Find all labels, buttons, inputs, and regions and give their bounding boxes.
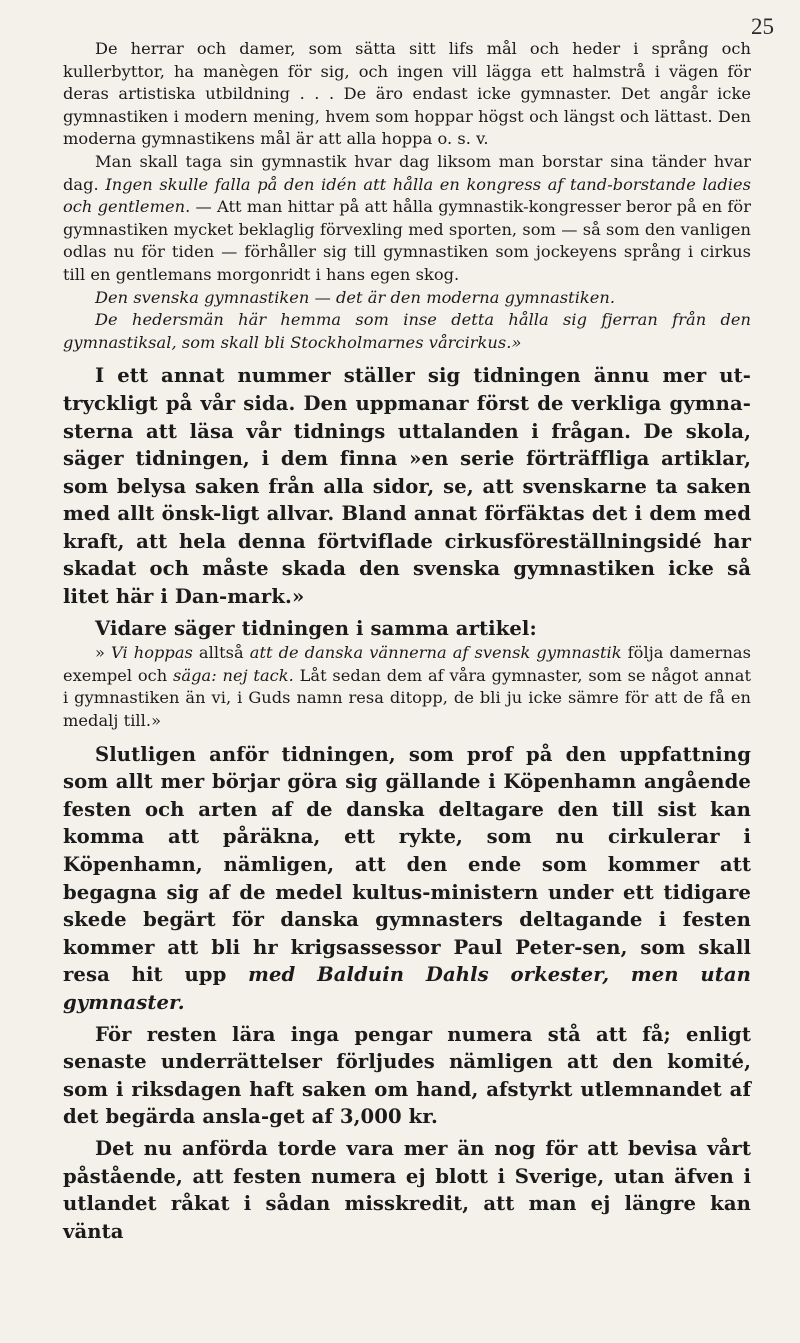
- quote-text: följa damernas exempel och: [63, 643, 751, 685]
- quote-emphasis: att de danska vännerna af svensk gymnastik: [249, 643, 622, 663]
- quote-text: Man skall taga sin gymnastik hvar dag liksom man borstar sina tänder hvar dag.: [63, 151, 751, 194]
- quote-paragraph-5: [63, 642, 751, 732]
- body-paragraph-5: Det nu anförda torde vara mer än nog för att bevisa vårt påstående, att festen numera ej blott i Sverige, utan äfven i utlandet råkat i sådan misskredit, att man ej längre kan vänta: [63, 1136, 751, 1243]
- body-paragraph-2: Vidare säger tidningen i samma artikel:: [95, 616, 537, 640]
- quote-text: »: [95, 643, 111, 663]
- body-emphasis: med Balduin Dahls orkester, men utan gymnaster.: [63, 963, 751, 1014]
- quote-text: alltså: [192, 643, 250, 663]
- quote-text: — Att man hittar på att hålla gymnastik-kongresser beror på en för gymnastiken mycket beklaglig förvexling med sporten, som — så som den vanligen odlas nu för tiden — förhåller sig till gymnastiken som jockeyens språng i cirkus till en gentlemans morgonridt i hans egen skog.: [63, 197, 751, 284]
- body-paragraph-1: I ett annat nummer ställer sig tidningen ännu mer ut-tryckligt på vår sida. Den uppmanar först de verkliga gymna-sterna att läsa vår tidnings uttalanden i frågan. De skola, säger tidningen, i dem finna »en serie förträffliga artiklar, som belysa saken från alla sidor, se, att svenskarne ta saken med allt önsk-ligt allvar. Bland annat förfäktas det i dem med kraft, att hela denna förtviflade cirkusföreställningsidé har skadat och måste skada den svenska gymnastiken icke så litet här i Dan-mark.»: [63, 364, 751, 609]
- quote-emphasis: De hedersmän här hemma som inse detta hålla sig fjerran från den gymnastiksal, som skall bli Stockholmarnes vårcirkus.»: [63, 310, 751, 352]
- body-paragraph-3: [63, 741, 751, 1017]
- quote-emphasis: Ingen skulle falla på den idén att hålla en kongress af tand-borstande ladies och gentlemen.: [63, 174, 751, 217]
- quote-emphasis: säga: nej tack.: [173, 665, 294, 685]
- body-text: Slutligen anför tidningen, som prof på den uppfattning som allt mer börjar göra sig gällande i Köpenhamn angående festen och arten af de danska deltagare den till sist kan komma att påräkna, ett rykte, som nu cirkulerar i Köpenhamn, nämligen, att den ende som kommer att begagna sig af de medel kultus-ministern under ett tidigare skede begärt för danska gymnasters deltagande i festen kommer att bli hr krigsassessor Paul Peter-sen, som skall resa hit upp: [63, 742, 751, 987]
- quote-emphasis: Den svenska gymnastiken — det är den moderna gymnastiken.: [95, 287, 616, 307]
- quote-paragraph-3: [63, 287, 751, 310]
- quote-paragraph-2: [63, 151, 751, 287]
- quote-emphasis: Vi hoppas: [111, 643, 193, 663]
- article-text: [63, 38, 751, 1245]
- body-paragraph-4: För resten lära inga pengar numera stå att få; enligt senaste underrättelser förljudes nämligen att den komité, som i riksdagen haft saken om hand, afstyrkt utlemnandet af det begärda ansla-get af 3,000 kr.: [63, 1022, 751, 1129]
- quote-paragraph-1: De herrar och damer, som sätta sitt lifs mål och heder i språng och kullerbyttor, ha manègen för sig, och ingen vill lägga ett halmstrå i vägen för deras artistiska utbildning . . . De äro endast icke gymnaster. Det angår icke gymnastiken i modern mening, hvem som hoppar högst och längst och lättast. Den moderna gymnastikens mål är att alla hoppa o. s. v.: [63, 39, 751, 149]
- quote-text: Låt sedan dem af våra gymnaster, som se något annat i gymnastiken än vi, i Guds namn resa ditopp, de bli ju icke sämre för att de få en medalj till.»: [63, 665, 751, 731]
- quote-paragraph-4: [63, 309, 751, 354]
- page-number: 25: [751, 14, 774, 39]
